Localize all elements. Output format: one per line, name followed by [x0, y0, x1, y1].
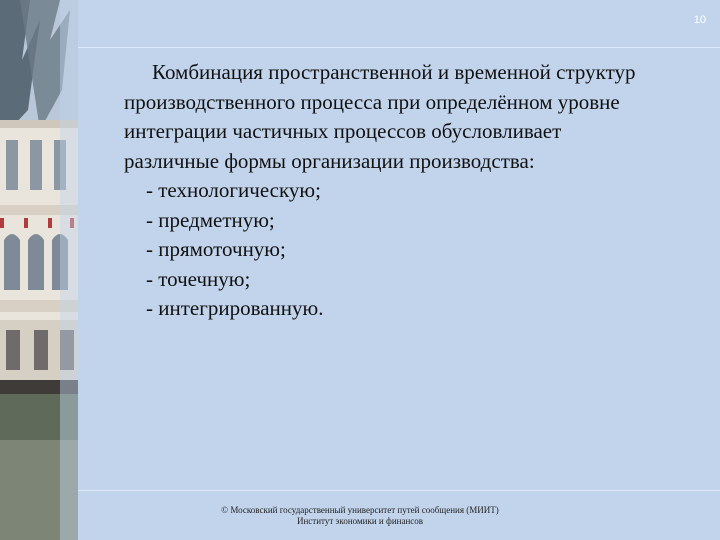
list-item: - точечную; — [146, 266, 251, 291]
forms-list — [124, 176, 644, 324]
main-paragraph: Комбинация пространственной и временной структур производственного процесса при определённом уровне интеграции частичных процессов обусловливает различные формы организации производства: — [124, 60, 636, 173]
footer-institute: Институт экономики и финансов — [296, 516, 424, 526]
footer — [140, 505, 580, 527]
list-item: - интегрированную. — [146, 296, 324, 320]
footer-copyright: © Московский государственный университет путей сообщения (МИИТ) — [221, 505, 499, 515]
list-item: - технологическую; — [146, 178, 321, 202]
list-item: - прямоточную; — [146, 237, 286, 261]
bottom-divider — [78, 490, 720, 491]
slide-body — [124, 58, 644, 324]
list-item: - предметную; — [146, 207, 275, 232]
top-divider — [78, 47, 720, 48]
page-number: 10 — [693, 14, 706, 26]
